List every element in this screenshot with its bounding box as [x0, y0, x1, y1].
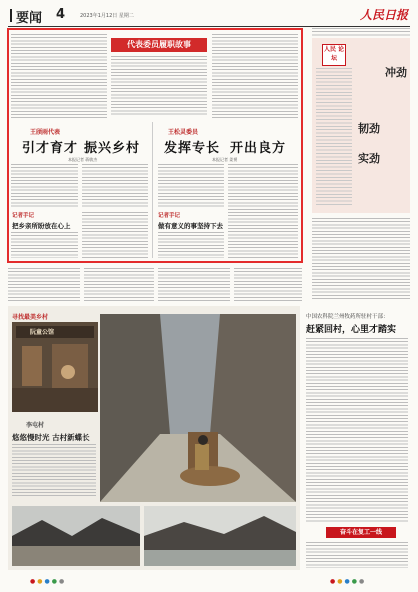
commentary-headline-2: 韧劲	[358, 122, 380, 135]
right-title-a: 发挥专长	[164, 141, 221, 156]
bottom-dots: ●●●●●	[30, 578, 67, 585]
photo-feature-title: 悠悠慢时光 古村新蝶长	[12, 433, 90, 442]
body-text-block	[11, 34, 107, 120]
body-text-block	[312, 28, 410, 36]
left-title-b: 振兴乡村	[84, 141, 141, 156]
body-text-block	[82, 164, 148, 208]
issue-date: 2023年1月12日 星期二	[80, 13, 134, 19]
photo-inner-courtyard	[12, 322, 98, 412]
body-text-block	[8, 268, 80, 302]
body-text-block	[316, 68, 352, 206]
left-kicker: 王颀雨代表	[30, 129, 61, 136]
section-name: 要闻	[16, 11, 43, 26]
right-story-kicker: 中国农科院兰州牧药所驻村干部：	[306, 314, 389, 320]
photo-village-street	[100, 314, 296, 502]
body-text-block	[234, 268, 302, 302]
page-header	[8, 6, 410, 27]
body-text-block	[111, 56, 207, 116]
section-marker	[10, 9, 12, 22]
left-note-subtitle: 把乡亲所盼放在心上	[12, 222, 71, 230]
newspaper-logo: 人民日报	[359, 8, 408, 22]
commentary-headline-3: 实劲	[358, 152, 380, 165]
right-note-label: 记者手记	[158, 213, 181, 219]
body-text-block	[158, 232, 224, 258]
right-note-subtitle: 做有意义的事坚持下去	[158, 222, 223, 230]
body-text-block	[82, 212, 148, 258]
photo-village-roofs	[12, 506, 140, 566]
body-text-block	[312, 218, 410, 300]
right-title-b: 开出良方	[230, 141, 287, 156]
body-text-block	[212, 34, 298, 120]
right-kicker: 王松灵委员	[168, 129, 199, 136]
body-text-block	[306, 542, 408, 568]
left-title-a: 引才育才	[22, 141, 79, 156]
forum-stamp: 人民 论坛	[322, 44, 346, 66]
commentary-headline-1: 冲劲	[385, 66, 407, 79]
body-text-block	[158, 164, 224, 208]
photo-title-kicker: 李屯村	[26, 422, 45, 429]
body-text-block	[228, 164, 298, 258]
body-text-block	[12, 444, 96, 496]
bottom-dots-right: ●●●●●	[330, 578, 367, 585]
page-number: 4	[56, 7, 66, 22]
photo-feature-tag: 寻找最美乡村	[12, 314, 49, 321]
feature-banner: 代表委员履职故事	[111, 38, 207, 52]
photo-village-pond	[144, 506, 296, 566]
column-divider	[152, 122, 153, 258]
red-label-bar: 奋斗在复工一线	[326, 527, 396, 538]
body-text-block	[11, 164, 78, 208]
left-note-label: 记者手记	[12, 213, 35, 219]
left-byline: 本报记者 蒋敏杰	[68, 157, 98, 162]
body-text-block	[11, 232, 78, 258]
right-story-title: 赶紧回村，心里才踏实	[306, 325, 397, 335]
body-text-block	[84, 268, 154, 302]
courtyard-sign: 阮童公馆	[30, 329, 55, 336]
right-byline: 本报记者 姜赟	[212, 157, 238, 162]
body-text-block	[158, 268, 230, 302]
body-text-block	[306, 338, 408, 522]
